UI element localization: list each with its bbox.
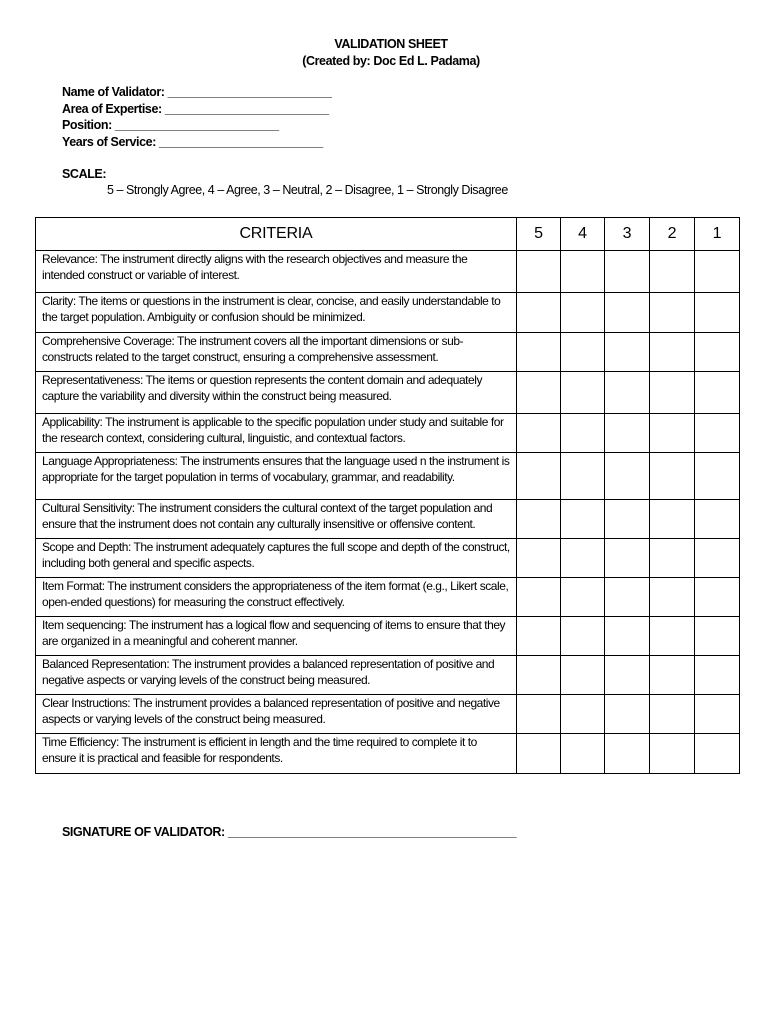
criteria-cell: Time Efficiency: The instrument is efficient in length and the time required to complete it to ensure it is practical and feasible for respondents. <box>36 734 517 774</box>
score-2-cell[interactable] <box>650 251 695 293</box>
table-header-row <box>36 218 740 251</box>
table-row <box>36 539 740 578</box>
score-5-cell[interactable] <box>517 734 561 774</box>
score-4-cell[interactable] <box>561 734 605 774</box>
criteria-cell: Item Format: The instrument considers the appropriateness of the item format (e.g., Likert scale, open-ended questions) for measuring the construct effectively. <box>36 578 517 617</box>
criteria-cell: Comprehensive Coverage: The instrument covers all the important dimensions or sub-constructs related to the target construct, ensuring a comprehensive assessment. <box>36 333 517 372</box>
score-2-cell[interactable] <box>650 453 695 500</box>
score-1-cell[interactable] <box>695 372 740 414</box>
table-row <box>36 734 740 774</box>
score-3-cell[interactable] <box>605 251 650 293</box>
score-5-column-header: 5 <box>517 218 561 251</box>
score-2-cell[interactable] <box>650 372 695 414</box>
name-of-validator-field[interactable]: Name of Validator: _________________________ <box>62 85 332 99</box>
table-row <box>36 656 740 695</box>
score-5-cell[interactable] <box>517 372 561 414</box>
score-5-cell[interactable] <box>517 578 561 617</box>
table-row <box>36 578 740 617</box>
scale-description: 5 – Strongly Agree, 4 – Agree, 3 – Neutral, 2 – Disagree, 1 – Strongly Disagree <box>107 183 508 197</box>
score-1-cell[interactable] <box>695 734 740 774</box>
validator-info-fields <box>62 84 331 150</box>
area-of-expertise-field[interactable]: Area of Expertise: _________________________ <box>62 101 329 116</box>
criteria-cell: Relevance: The instrument directly aligns with the research objectives and measure the intended construct or variable of interest. <box>36 251 517 293</box>
score-1-cell[interactable] <box>695 656 740 695</box>
table-row <box>36 414 740 453</box>
score-2-cell[interactable] <box>650 539 695 578</box>
criteria-cell: Scope and Depth: The instrument adequately captures the full scope and depth of the construct, including both general and specific aspects. <box>36 539 517 578</box>
score-1-cell[interactable] <box>695 414 740 453</box>
score-3-cell[interactable] <box>605 695 650 734</box>
score-4-cell[interactable] <box>561 656 605 695</box>
score-4-cell[interactable] <box>561 251 605 293</box>
score-4-cell[interactable] <box>561 414 605 453</box>
score-1-cell[interactable] <box>695 578 740 617</box>
score-1-cell[interactable] <box>695 539 740 578</box>
score-2-cell[interactable] <box>650 734 695 774</box>
table-row <box>36 500 740 539</box>
table-row <box>36 695 740 734</box>
criteria-cell: Language Appropriateness: The instruments ensures that the language used n the instrument is appropriate for the target population in terms of vocabulary, grammar, and readability. <box>36 453 517 500</box>
score-4-cell[interactable] <box>561 539 605 578</box>
table-row <box>36 617 740 656</box>
table-row <box>36 293 740 333</box>
score-5-cell[interactable] <box>517 414 561 453</box>
score-3-cell[interactable] <box>605 656 650 695</box>
score-1-cell[interactable] <box>695 695 740 734</box>
criteria-cell: Item sequencing: The instrument has a logical flow and sequencing of items to ensure that they are organized in a meaningful and coherent manner. <box>36 617 517 656</box>
score-3-cell[interactable] <box>605 414 650 453</box>
score-4-cell[interactable] <box>561 453 605 500</box>
score-4-cell[interactable] <box>561 293 605 333</box>
score-1-cell[interactable] <box>695 333 740 372</box>
table-row <box>36 372 740 414</box>
score-2-cell[interactable] <box>650 414 695 453</box>
score-5-cell[interactable] <box>517 539 561 578</box>
score-3-cell[interactable] <box>605 617 650 656</box>
scale-label: SCALE: <box>62 167 107 181</box>
score-5-cell[interactable] <box>517 453 561 500</box>
score-5-cell[interactable] <box>517 695 561 734</box>
score-5-cell[interactable] <box>517 251 561 293</box>
score-2-cell[interactable] <box>650 695 695 734</box>
score-3-cell[interactable] <box>605 539 650 578</box>
criteria-cell: Cultural Sensitivity: The instrument considers the cultural context of the target population and ensure that the instrument does not contain any culturally insensitive or offensive content. <box>36 500 517 539</box>
table-row <box>36 453 740 500</box>
document-subtitle: (Created by: Doc Ed L. Padama) <box>302 54 480 68</box>
score-5-cell[interactable] <box>517 617 561 656</box>
score-1-cell[interactable] <box>695 293 740 333</box>
score-5-cell[interactable] <box>517 500 561 539</box>
document-header <box>0 36 768 70</box>
score-2-cell[interactable] <box>650 617 695 656</box>
criteria-cell: Representativeness: The items or question represents the content domain and adequately capture the variability and diversity within the construct being measured. <box>36 372 517 414</box>
score-4-cell[interactable] <box>561 333 605 372</box>
table-row <box>36 333 740 372</box>
criteria-cell: Balanced Representation: The instrument provides a balanced representation of positive and negative aspects or varying levels of the construct being measured. <box>36 656 517 695</box>
score-3-cell[interactable] <box>605 453 650 500</box>
score-5-cell[interactable] <box>517 656 561 695</box>
years-of-service-field[interactable]: Years of Service: _________________________ <box>62 134 323 149</box>
score-4-column-header: 4 <box>561 218 605 251</box>
score-3-cell[interactable] <box>605 500 650 539</box>
criteria-cell: Clear Instructions: The instrument provides a balanced representation of positive and negative aspects or varying levels of the construct being measured. <box>36 695 517 734</box>
signature-of-validator-field[interactable]: SIGNATURE OF VALIDATOR: ____________________________________________ <box>62 825 517 839</box>
score-3-cell[interactable] <box>605 734 650 774</box>
criteria-table <box>35 217 740 774</box>
criteria-cell: Clarity: The items or questions in the instrument is clear, concise, and easily understandable to the target population. Ambiguity or confusion should be minimized. <box>36 293 517 333</box>
score-2-cell[interactable] <box>650 656 695 695</box>
score-3-cell[interactable] <box>605 333 650 372</box>
score-2-cell[interactable] <box>650 293 695 333</box>
score-1-cell[interactable] <box>695 617 740 656</box>
score-2-cell[interactable] <box>650 578 695 617</box>
score-3-cell[interactable] <box>605 372 650 414</box>
criteria-table-body <box>36 251 740 774</box>
criteria-column-header: CRITERIA <box>36 218 517 251</box>
score-1-cell[interactable] <box>695 500 740 539</box>
score-2-cell[interactable] <box>650 333 695 372</box>
score-4-cell[interactable] <box>561 617 605 656</box>
score-1-cell[interactable] <box>695 251 740 293</box>
score-3-cell[interactable] <box>605 578 650 617</box>
score-4-cell[interactable] <box>561 578 605 617</box>
score-4-cell[interactable] <box>561 695 605 734</box>
score-1-column-header: 1 <box>695 218 740 251</box>
score-2-cell[interactable] <box>650 500 695 539</box>
score-3-column-header: 3 <box>605 218 650 251</box>
score-5-cell[interactable] <box>517 293 561 333</box>
score-4-cell[interactable] <box>561 500 605 539</box>
score-1-cell[interactable] <box>695 453 740 500</box>
position-field[interactable]: Position: _________________________ <box>62 118 279 132</box>
criteria-cell: Applicability: The instrument is applicable to the specific population under study and suitable for the research context, considering cultural, linguistic, and contextual factors. <box>36 414 517 453</box>
score-3-cell[interactable] <box>605 293 650 333</box>
score-4-cell[interactable] <box>561 372 605 414</box>
score-5-cell[interactable] <box>517 333 561 372</box>
document-title: VALIDATION SHEET <box>334 37 448 51</box>
table-row <box>36 251 740 293</box>
score-2-column-header: 2 <box>650 218 695 251</box>
